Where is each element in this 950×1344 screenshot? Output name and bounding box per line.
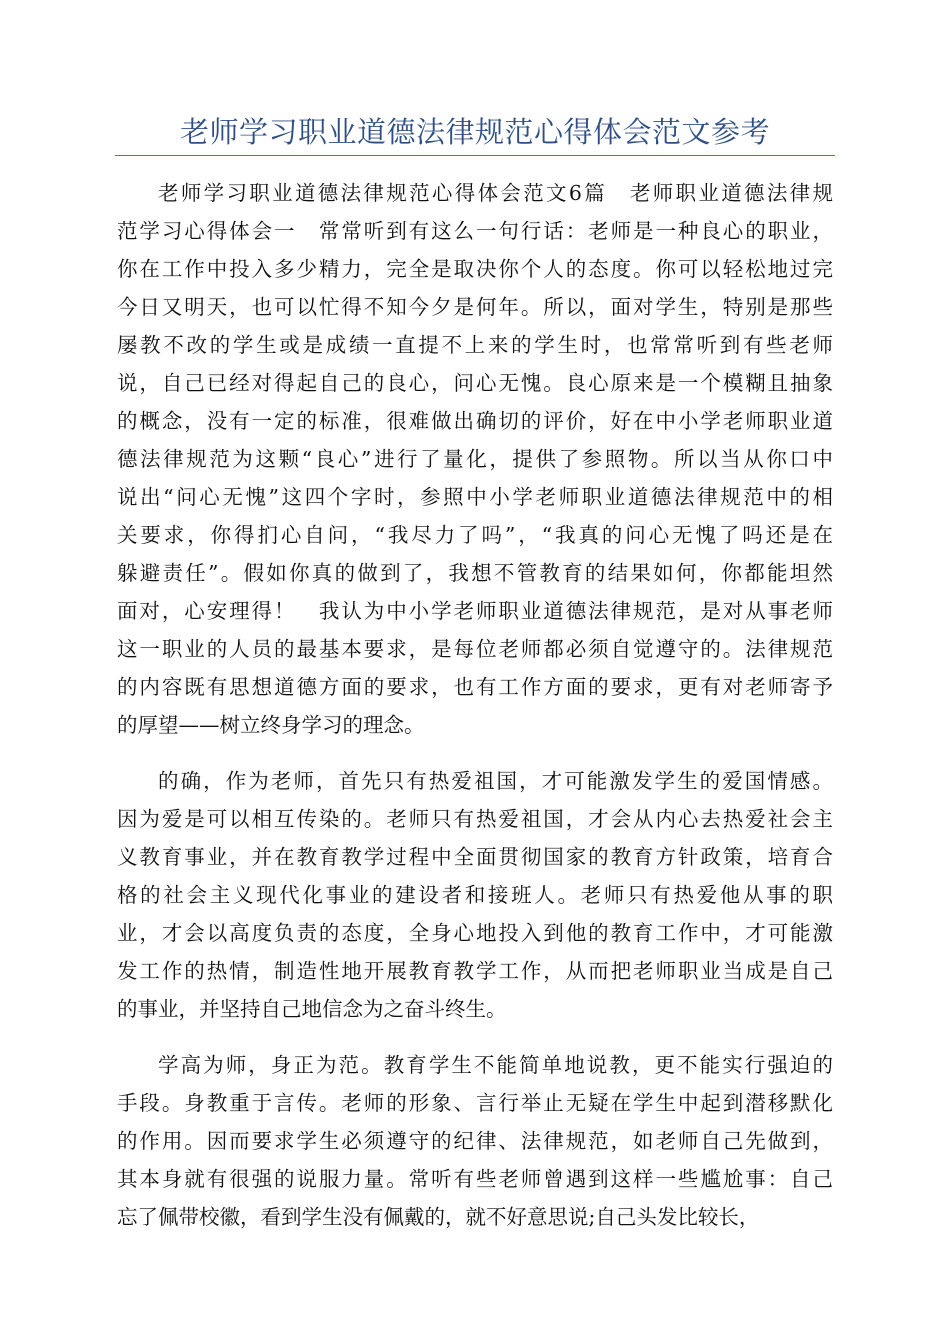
text-line: 义教育事业，并在教育教学过程中全面贯彻国家的教育方针政策，培育合 <box>117 845 833 869</box>
text-line: 关要求，你得扪心自问，“我尽力了吗”，“我真的问心无愧了吗还是在 <box>117 523 833 547</box>
document-title: 老师学习职业道德法律规范心得体会范文参考 <box>179 115 770 149</box>
text-line: 说，自己已经对得起自己的良心，问心无愧。良心原来是一个模糊且抽象 <box>117 371 833 395</box>
text-line: 屡教不改的学生或是成绩一直提不上来的学生时，也常常听到有些老师 <box>117 333 833 357</box>
text-line: 老师学习职业道德法律规范心得体会范文6篇 老师职业道德法律规 <box>158 181 833 205</box>
text-line: 今日又明天，也可以忙得不知今夕是何年。所以，面对学生，特别是那些 <box>117 295 833 319</box>
text-line: 发工作的热情，制造性地开展教育教学工作，从而把老师职业当成是自己 <box>117 959 833 983</box>
text-line: 你在工作中投入多少精力，完全是取决你个人的态度。你可以轻松地过完 <box>117 257 833 281</box>
text-line: 业，才会以高度负责的态度，全身心地投入到他的教育工作中，才可能激 <box>117 921 833 945</box>
text-line: 的厚望——树立终身学习的理念。 <box>117 713 425 737</box>
text-line: 的内容既有思想道德方面的要求，也有工作方面的要求，更有对老师寄予 <box>117 675 833 699</box>
text-line: 其本身就有很强的说服力量。常听有些老师曾遇到这样一些尴尬事：自己 <box>117 1167 833 1191</box>
document-body <box>117 174 833 1254</box>
paragraph <box>117 762 833 1028</box>
text-line: 面对，心安理得！ 我认为中小学老师职业道德法律规范，是对从事老师 <box>117 599 833 623</box>
text-line: 德法律规范为这颗“良心”进行了量化，提供了参照物。所以当从你口中 <box>117 447 833 471</box>
paragraph <box>117 1046 833 1236</box>
text-line: 学高为师，身正为范。教育学生不能简单地说教，更不能实行强迫的 <box>158 1053 833 1077</box>
text-line: 的作用。因而要求学生必须遵守的纪律、法律规范，如老师自己先做到， <box>117 1129 833 1153</box>
text-line: 这一职业的人员的最基本要求，是每位老师都必须自觉遵守的。法律规范 <box>117 637 833 661</box>
text-line: 范学习心得体会一 常常听到有这么一句行话：老师是一种良心的职业， <box>117 219 833 243</box>
text-line: 因为爱是可以相互传染的。老师只有热爱祖国，才会从内心去热爱社会主 <box>117 807 833 831</box>
text-line: 的概念，没有一定的标准，很难做出确切的评价，好在中小学老师职业道 <box>117 409 833 433</box>
paragraph <box>117 174 833 744</box>
text-line: 说出“问心无愧”这四个字时，参照中小学老师职业道德法律规范中的相 <box>117 485 833 509</box>
text-line: 手段。身教重于言传。老师的形象、言行举止无疑在学生中起到潜移默化 <box>117 1091 833 1115</box>
text-line: 躲避责任”。假如你真的做到了，我想不管教育的结果如何，你都能坦然 <box>117 561 833 585</box>
text-line: 忘了佩带校徽，看到学生没有佩戴的，就不好意思说;自己头发比较长， <box>117 1205 760 1229</box>
text-line: 的事业，并坚持自己地信念为之奋斗终生。 <box>117 997 507 1021</box>
title-underline <box>115 155 835 156</box>
text-line: 格的社会主义现代化事业的建设者和接班人。老师只有热爱他从事的职 <box>117 883 833 907</box>
text-line: 的确，作为老师，首先只有热爱祖国，才可能激发学生的爱国情感。 <box>158 769 833 793</box>
